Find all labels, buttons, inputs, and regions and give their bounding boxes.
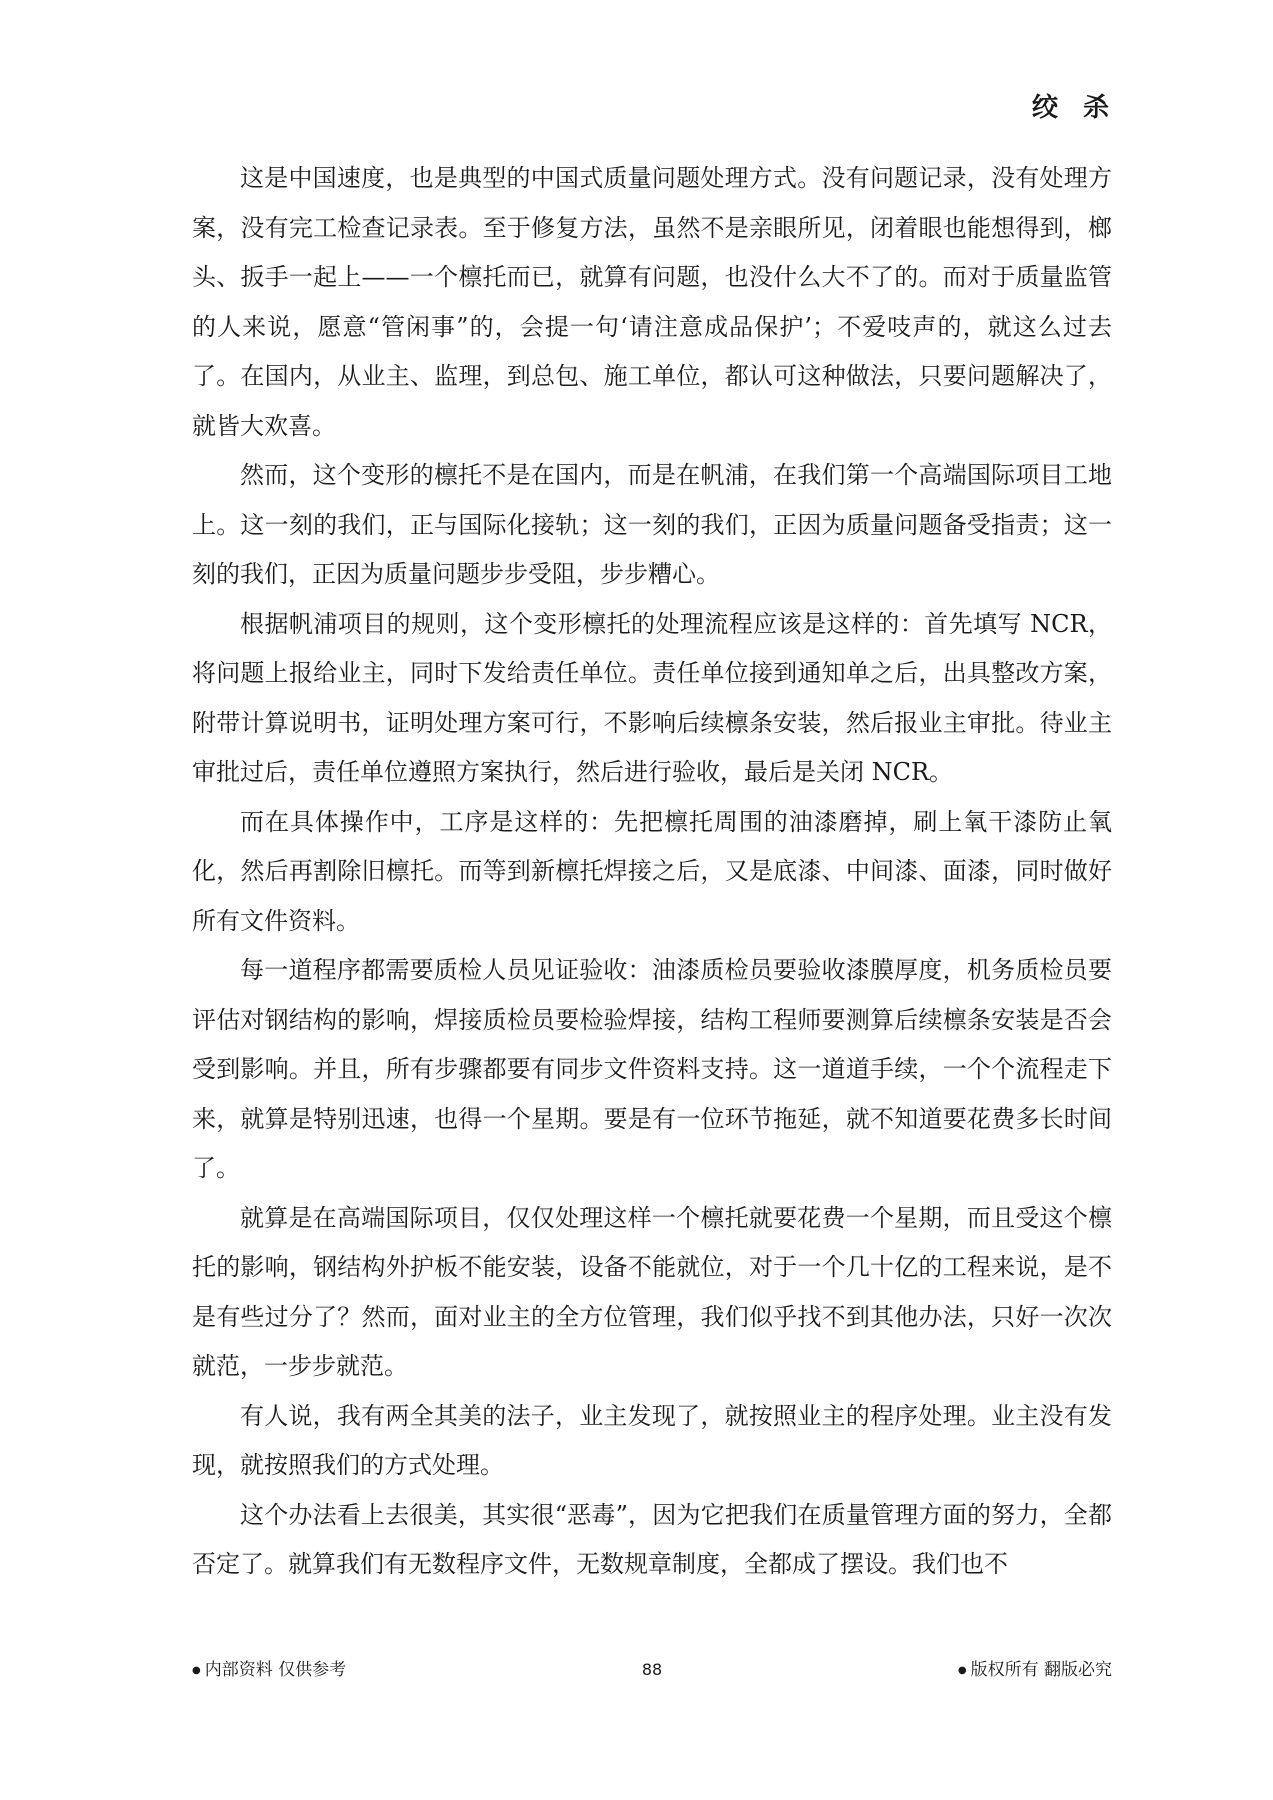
page-footer bbox=[192, 1655, 1112, 1685]
paragraph: 然而，这个变形的檩托不是在国内，而是在帆浦，在我们第一个高端国际项目工地上。这一刻的我们，正与国际化接轨；这一刻的我们，正因为质量问题备受指责；这一刻的我们，正因为质量问题步步受阻，步步糟心。 bbox=[192, 461, 1112, 588]
paragraph: 而在具体操作中，工序是这样的：先把檩托周围的油漆磨掉，刷上氧干漆防止氧化，然后再割除旧檩托。而等到新檩托焊接之后，又是底漆、中间漆、面漆，同时做好所有文件资料。 bbox=[192, 807, 1112, 935]
bullet-icon: ● bbox=[192, 1664, 201, 1676]
paragraph: 根据帆浦项目的规则，这个变形檩托的处理流程应该是这样的：首先填写 NCR，将问题上报给业主，同时下发给责任单位。责任单位接到通知单之后，出具整改方案，附带计算说明书，证明处理方案可行，不影响后续檩条安装，然后报业主审批。待业主审批过后，责任单位遵照方案执行，然后进行验收，最后是关闭 NCR。 bbox=[192, 609, 1112, 786]
paragraph: 有人说，我有两全其美的法子，业主发现了，就按照业主的程序处理。业主没有发现，就按照我们的方式处理。 bbox=[192, 1401, 1112, 1479]
footer-right-text: 版权所有 翻版必究 bbox=[970, 1660, 1112, 1680]
paragraph: 就算是在高端国际项目，仅仅处理这样一个檩托就要花费一个星期，而且受这个檩托的影响，钢结构外护板不能安装，设备不能就位，对于一个几十亿的工程来说，是不是有些过分了？然而，面对业主的全方位管理，我们似乎找不到其他办法，只好一次次就范，一步步就范。 bbox=[192, 1203, 1112, 1380]
running-header-title: 绞 杀 bbox=[1031, 93, 1117, 123]
page-number: 88 bbox=[641, 1660, 663, 1679]
paragraph: 这个办法看上去很美，其实很“恶毒”，因为它把我们在质量管理方面的努力，全都否定了。就算我们有无数程序文件，无数规章制度，全都成了摆设。我们也不 bbox=[192, 1500, 1112, 1578]
body-text bbox=[192, 154, 1112, 1590]
bullet-icon: ● bbox=[957, 1664, 967, 1676]
footer-right bbox=[958, 1655, 1112, 1686]
paragraph: 每一道程序都需要质检人员见证验收：油漆质检员要验收漆膜厚度，机务质检员要评估对钢结构的影响，焊接质检员要检验焊接，结构工程师要测算后续檩条安装是否会受到影响。并且，所有步骤都要有同步文件资料支持。这一道道手续，一个个流程走下来，就算是特别迅速，也得一个星期。要是有一位环节拖延，就不知道要花费多长时间了。 bbox=[192, 956, 1112, 1182]
paragraph: 这是中国速度，也是典型的中国式质量问题处理方式。没有问题记录，没有处理方案，没有完工检查记录表。至于修复方法，虽然不是亲眼所见，闭着眼也能想得到，榔头、扳手一起上——一个檩托而已，就算有问题，也没什么大不了的。而对于质量监管的人来说，愿意“管闲事”的，会提一句‘请注意成品保护’；不爱吱声的，就这么过去了。在国内，从业主、监理，到总包、施工单位，都认可这种做法，只要问题解决了，就皆大欢喜。 bbox=[192, 164, 1112, 440]
footer-left-text: 内部资料 仅供参考 bbox=[204, 1660, 347, 1680]
